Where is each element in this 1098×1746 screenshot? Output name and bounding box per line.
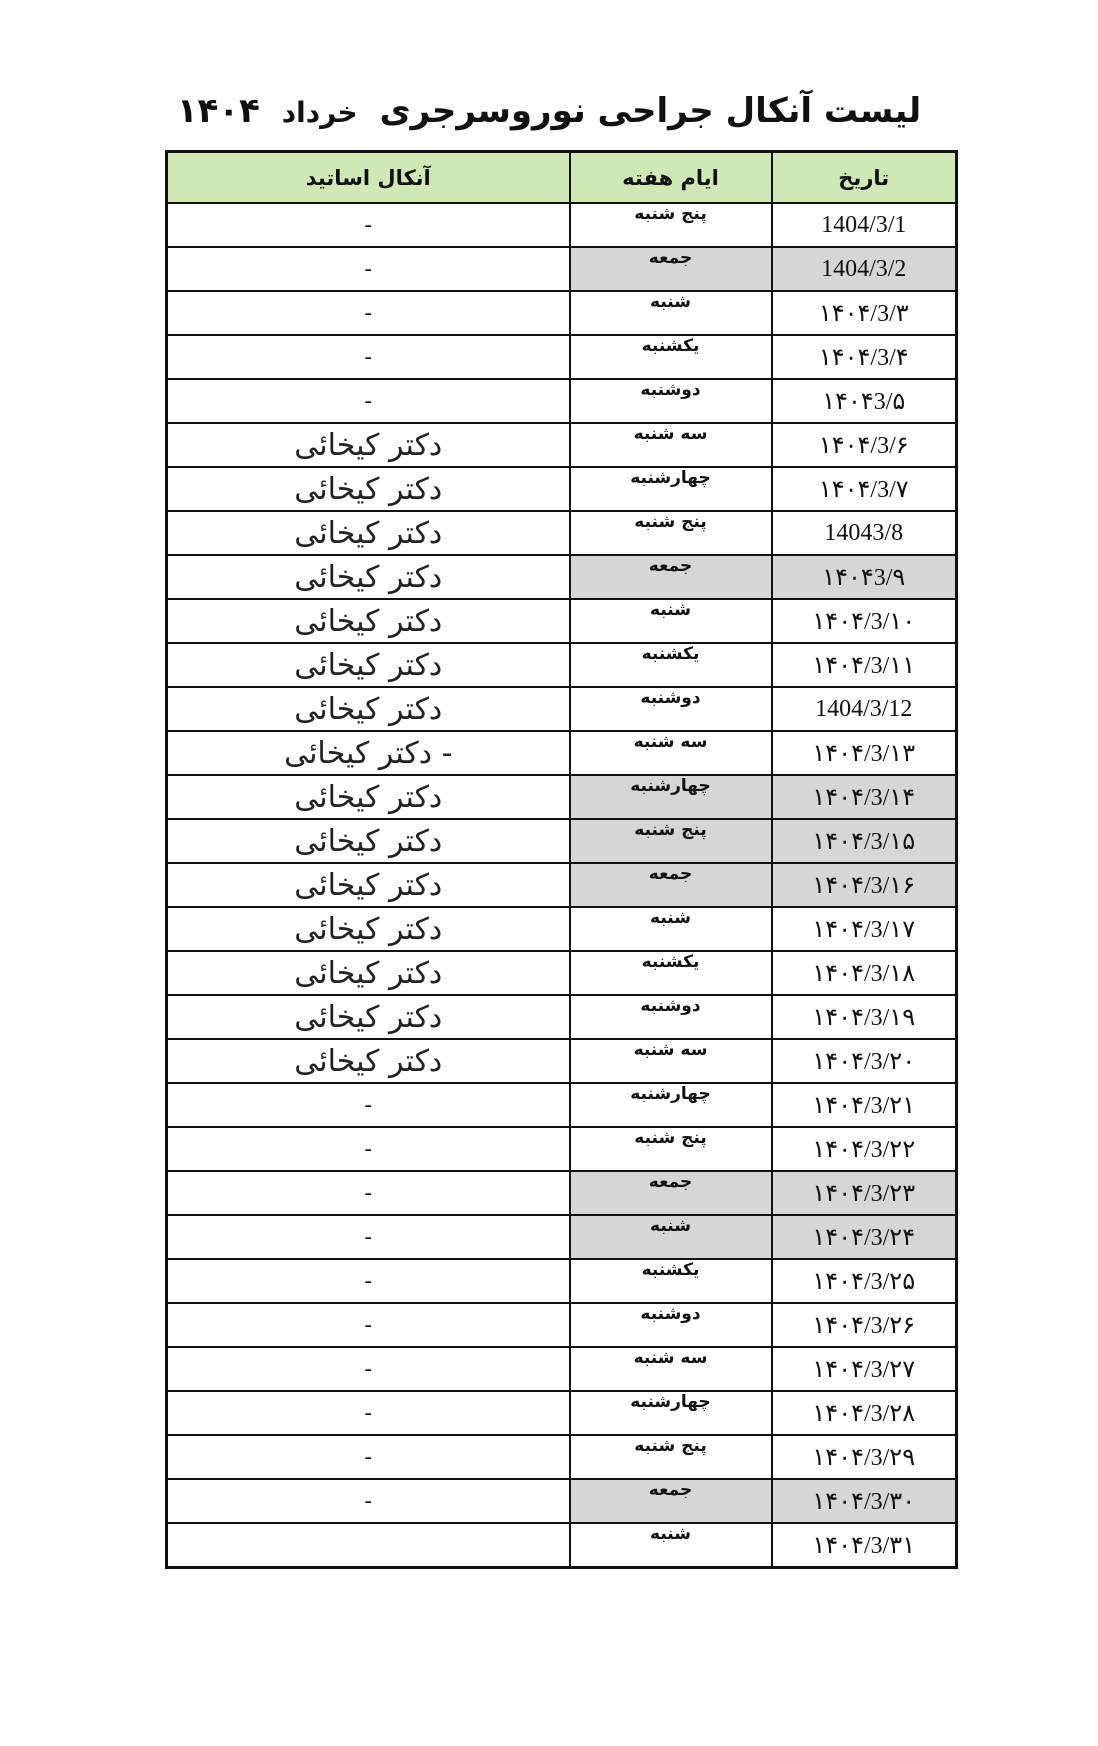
- table-row: [167, 731, 957, 775]
- page-title: [0, 86, 1098, 138]
- date-cell: ۱۴۰۴/3/۱۹: [772, 995, 957, 1039]
- table-row: [167, 687, 957, 731]
- oncall-cell: دکتر کیخائی: [167, 907, 570, 951]
- title-month: خرداد: [281, 96, 358, 129]
- weekday-cell: سه شنبه: [570, 1347, 772, 1391]
- date-cell: ۱۴۰۴/3/۲۳: [772, 1171, 957, 1215]
- date-cell: ۱۴۰۴/3/۲۹: [772, 1435, 957, 1479]
- table-row: [167, 643, 957, 687]
- date-cell: ۱۴۰۴/3/۱۴: [772, 775, 957, 819]
- weekday-cell: جمعه: [570, 1171, 772, 1215]
- table-row: [167, 203, 957, 247]
- oncall-cell: دکتر کیخائی: [167, 643, 570, 687]
- oncall-cell: -: [167, 1435, 570, 1479]
- date-cell: ۱۴۰۴/3/۱۰: [772, 599, 957, 643]
- weekday-cell: پنج شنبه: [570, 1127, 772, 1171]
- table-row: [167, 1435, 957, 1479]
- date-cell: ۱۴۰۴/3/۲۴: [772, 1215, 957, 1259]
- weekday-cell: پنج شنبه: [570, 1435, 772, 1479]
- date-cell: ۱۴۰۴/3/۳: [772, 291, 957, 335]
- weekday-cell: دوشنبه: [570, 1303, 772, 1347]
- oncall-cell: -: [167, 1303, 570, 1347]
- table-row: [167, 1215, 957, 1259]
- table-row: [167, 819, 957, 863]
- weekday-cell: یکشنبه: [570, 1259, 772, 1303]
- oncall-cell: -: [167, 1259, 570, 1303]
- oncall-cell: دکتر کیخائی: [167, 951, 570, 995]
- date-cell: ۱۴۰۴/3/۲۰: [772, 1039, 957, 1083]
- oncall-cell: -: [167, 379, 570, 423]
- date-cell: ۱۴۰۴/3/۱۳: [772, 731, 957, 775]
- table-row: [167, 555, 957, 599]
- title-year: ۱۴۰۴: [176, 91, 260, 131]
- date-cell: ۱۴۰۴/3/۶: [772, 423, 957, 467]
- oncall-cell: دکتر کیخائی: [167, 511, 570, 555]
- oncall-cell: دکتر کیخائی: [167, 423, 570, 467]
- date-cell: ۱۴۰۴/3/۷: [772, 467, 957, 511]
- weekday-cell: پنج شنبه: [570, 203, 772, 247]
- table-row: [167, 1347, 957, 1391]
- weekday-cell: پنج شنبه: [570, 511, 772, 555]
- date-cell: ۱۴۰۴/3/۱۵: [772, 819, 957, 863]
- weekday-cell: شنبه: [570, 907, 772, 951]
- table-row: [167, 1039, 957, 1083]
- date-cell: ۱۴۰۴/3/۲۶: [772, 1303, 957, 1347]
- weekday-cell: چهارشنبه: [570, 1391, 772, 1435]
- oncall-cell: -: [167, 1171, 570, 1215]
- oncall-cell: -: [167, 1083, 570, 1127]
- table-row: [167, 599, 957, 643]
- header-date: تاریخ: [772, 152, 957, 204]
- oncall-cell: دکتر کیخائی: [167, 687, 570, 731]
- table-row: [167, 379, 957, 423]
- date-cell: 1404/3/12: [772, 687, 957, 731]
- date-cell: ۱۴۰۴/3/۳۰: [772, 1479, 957, 1523]
- weekday-cell: شنبه: [570, 599, 772, 643]
- table-row: [167, 291, 957, 335]
- date-cell: ۱۴۰۴3/۹: [772, 555, 957, 599]
- date-cell: ۱۴۰۴/3/۲۲: [772, 1127, 957, 1171]
- weekday-cell: پنج شنبه: [570, 819, 772, 863]
- table-row: [167, 467, 957, 511]
- date-cell: ۱۴۰۴/3/۱۱: [772, 643, 957, 687]
- weekday-cell: یکشنبه: [570, 951, 772, 995]
- oncall-cell: دکتر کیخائی: [167, 467, 570, 511]
- date-cell: ۱۴۰۴/3/۴: [772, 335, 957, 379]
- weekday-cell: یکشنبه: [570, 335, 772, 379]
- weekday-cell: دوشنبه: [570, 379, 772, 423]
- weekday-cell: سه شنبه: [570, 731, 772, 775]
- oncall-cell: دکتر کیخائی: [167, 863, 570, 907]
- date-cell: ۱۴۰۴/3/۱۷: [772, 907, 957, 951]
- table-row: [167, 335, 957, 379]
- oncall-cell: دکتر کیخائی: [167, 995, 570, 1039]
- date-cell: ۱۴۰۴/3/۱۸: [772, 951, 957, 995]
- oncall-cell: دکتر کیخائی: [167, 775, 570, 819]
- oncall-cell: دکتر کیخائی: [167, 1039, 570, 1083]
- oncall-cell: -: [167, 1127, 570, 1171]
- date-cell: ۱۴۰۴/3/۲۵: [772, 1259, 957, 1303]
- oncall-cell: -: [167, 291, 570, 335]
- table-row: [167, 1259, 957, 1303]
- date-cell: ۱۴۰۴/3/۲۷: [772, 1347, 957, 1391]
- oncall-cell: -: [167, 247, 570, 291]
- weekday-cell: جمعه: [570, 247, 772, 291]
- table-row: [167, 1171, 957, 1215]
- date-cell: ۱۴۰۴/3/۳۱: [772, 1523, 957, 1568]
- date-cell: ۱۴۰۴/3/۲۱: [772, 1083, 957, 1127]
- weekday-cell: دوشنبه: [570, 687, 772, 731]
- table-row: [167, 247, 957, 291]
- oncall-cell: -: [167, 335, 570, 379]
- weekday-cell: یکشنبه: [570, 643, 772, 687]
- table-body: [167, 203, 957, 1568]
- oncall-cell: -: [167, 1391, 570, 1435]
- weekday-cell: سه شنبه: [570, 423, 772, 467]
- oncall-cell: -: [167, 203, 570, 247]
- oncall-cell: دکتر کیخائی: [167, 599, 570, 643]
- oncall-cell: دکتر کیخائی: [167, 819, 570, 863]
- date-cell: 1404/3/2: [772, 247, 957, 291]
- oncall-cell: -: [167, 1479, 570, 1523]
- header-oncall: آنکال اساتید: [167, 152, 570, 204]
- weekday-cell: شنبه: [570, 291, 772, 335]
- date-cell: ۱۴۰۴/3/۱۶: [772, 863, 957, 907]
- table-row: [167, 423, 957, 467]
- date-cell: ۱۴۰۴3/۵: [772, 379, 957, 423]
- weekday-cell: چهارشنبه: [570, 1083, 772, 1127]
- weekday-cell: سه شنبه: [570, 1039, 772, 1083]
- table-row: [167, 863, 957, 907]
- table-row: [167, 951, 957, 995]
- oncall-schedule-table: [165, 150, 958, 1569]
- table-row: [167, 1127, 957, 1171]
- date-cell: ۱۴۰۴/3/۲۸: [772, 1391, 957, 1435]
- title-main: لیست آنکال جراحی نوروسرجری: [379, 91, 922, 131]
- table-row: [167, 1391, 957, 1435]
- date-cell: 1404/3/1: [772, 203, 957, 247]
- weekday-cell: جمعه: [570, 555, 772, 599]
- oncall-cell: -: [167, 1215, 570, 1259]
- weekday-cell: چهارشنبه: [570, 775, 772, 819]
- table-row: [167, 1523, 957, 1568]
- oncall-cell: -: [167, 1347, 570, 1391]
- weekday-cell: شنبه: [570, 1215, 772, 1259]
- table-row: [167, 1303, 957, 1347]
- oncall-cell: - دکتر کیخائی: [167, 731, 570, 775]
- weekday-cell: جمعه: [570, 863, 772, 907]
- table-row: [167, 511, 957, 555]
- weekday-cell: دوشنبه: [570, 995, 772, 1039]
- header-weekday: ایام هفته: [570, 152, 772, 204]
- date-cell: 14043/8: [772, 511, 957, 555]
- table-row: [167, 995, 957, 1039]
- table-row: [167, 775, 957, 819]
- weekday-cell: چهارشنبه: [570, 467, 772, 511]
- oncall-cell: دکتر کیخائی: [167, 555, 570, 599]
- weekday-cell: شنبه: [570, 1523, 772, 1568]
- weekday-cell: جمعه: [570, 1479, 772, 1523]
- table-row: [167, 1479, 957, 1523]
- table-header-row: [167, 152, 957, 204]
- table-row: [167, 1083, 957, 1127]
- oncall-cell: [167, 1523, 570, 1568]
- table-row: [167, 907, 957, 951]
